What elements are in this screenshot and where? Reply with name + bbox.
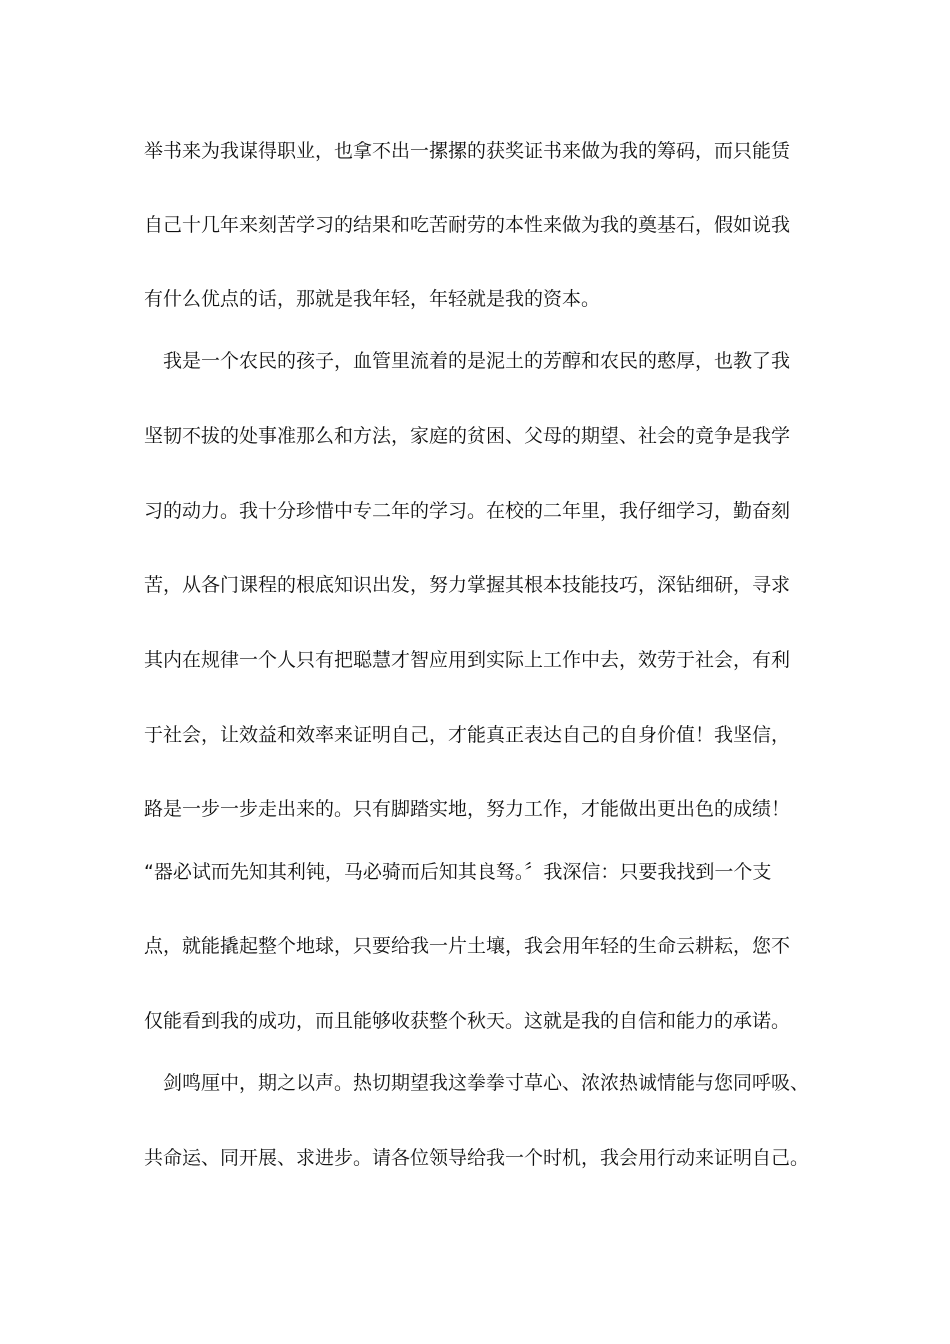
text-line: 共命运、同开展、求进步。请各位领导给我一个时机，我会用行动来证明自己。 [144,1147,810,1169]
text-line: 苦，从各门课程的根底知识出发，努力掌握其根本技能技巧，深钻细研，寻求 [144,574,791,596]
text-line: 其内在规律一个人只有把聪慧才智应用到实际上工作中去，效劳于社会，有利 [144,649,791,671]
text-line: 举书来为我谋得职业，也拿不出一摞摞的获奖证书来做为我的筹码，而只能赁 [144,140,791,162]
text-line: 自己十几年来刻苦学习的结果和吃苦耐劳的本性来做为我的奠基石，假如说我 [144,214,791,236]
text-line: 我是一个农民的孩子，血管里流着的是泥土的芳醇和农民的憨厚，也教了我 [144,350,791,372]
text-line: 路是一步一步走出来的。只有脚踏实地，努力工作，才能做出更出色的成绩！ [144,798,791,820]
text-line: 有什么优点的话，那就是我年轻，年轻就是我的资本。 [144,288,601,310]
text-line: 仅能看到我的成功，而且能够收获整个秋天。这就是我的自信和能力的承诺。 [144,1010,791,1032]
text-line: 习的动力。我十分珍惜中专二年的学习。在校的二年里，我仔细学习，勤奋刻 [144,500,791,522]
text-line: 点，就能撬起整个地球，只要给我一片土壤，我会用年轻的生命云耕耘，您不 [144,935,791,957]
text-line: 坚韧不拔的处事准那么和方法，家庭的贫困、父母的期望、社会的竟争是我学 [144,425,791,447]
text-line: “器必试而先知其利钝，马必骑而后知其良驽。〞我深信：只要我找到一个支 [144,861,772,883]
text-line: 剑鸣厘中，期之以声。热切期望我这拳拳寸草心、浓浓热诚情能与您同呼吸、 [144,1072,810,1094]
text-line: 于社会，让效益和效率来证明自己，才能真正表达自己的自身价值！我坚信， [144,724,791,746]
